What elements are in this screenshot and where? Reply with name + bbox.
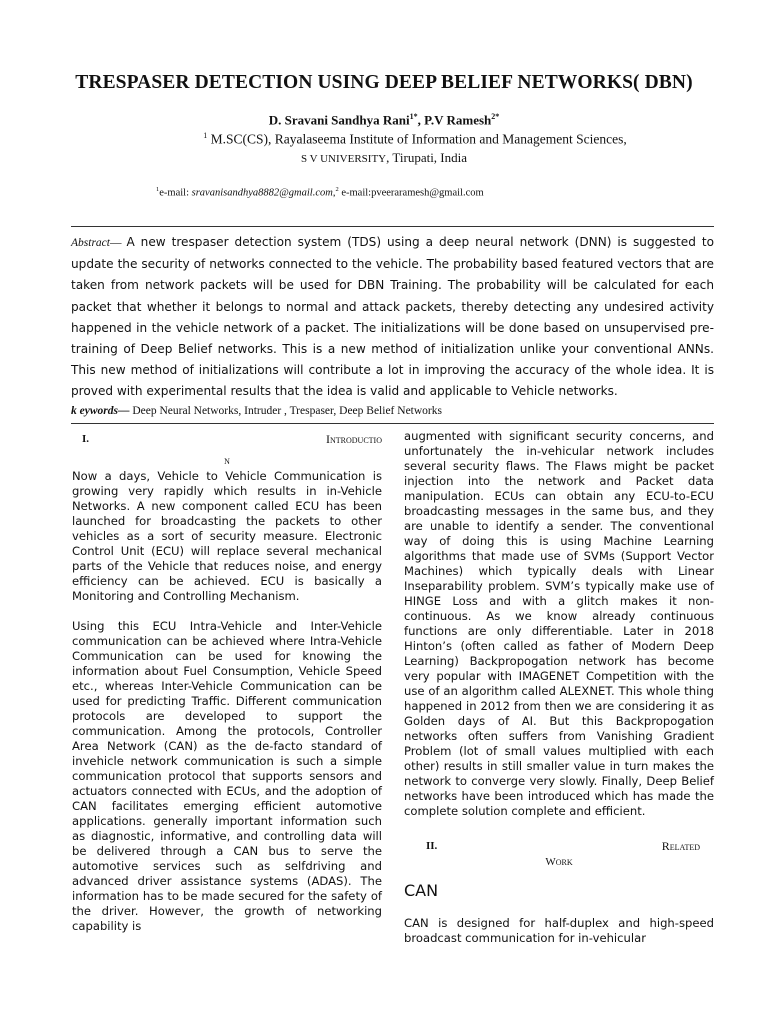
author-2-marker: 2*	[491, 112, 500, 121]
email-1-label: e-mail:	[159, 187, 192, 199]
section-1-number: I.	[82, 433, 90, 445]
section-2-heading	[404, 839, 714, 881]
email-line	[156, 186, 484, 199]
author-line	[0, 112, 768, 128]
section-2-title-wrap: Work	[545, 856, 573, 868]
email-2-marker: 2	[335, 186, 339, 193]
left-column	[72, 429, 382, 934]
section-2-number: II.	[426, 840, 438, 852]
affiliation-line-2	[0, 150, 768, 166]
email-separator: ,	[332, 187, 336, 199]
section-2-paragraph-1: CAN is designed for half-duplex and high-speed broadcast communication for in-vehicular	[404, 916, 714, 945]
section-1-heading	[72, 429, 382, 469]
author-1: D. Sravani Sandhya Rani	[268, 112, 410, 128]
author-2: P.V Ramesh	[424, 112, 492, 128]
abstract-dash: —	[109, 237, 127, 249]
abstract-label: Abstract	[71, 237, 110, 249]
abstract-top-rule	[71, 226, 714, 227]
affiliation-marker: 1	[203, 131, 208, 140]
paper-title: TRESPASER DETECTION USING DEEP BELIEF NETWORKS( DBN)	[75, 72, 693, 93]
right-column	[404, 429, 714, 961]
author-separator: ,	[417, 112, 425, 128]
keywords	[71, 405, 714, 417]
section-1-title: Introductio	[326, 432, 382, 446]
section-1-paragraph-1: Now a days, Vehicle to Vehicle Communication is growing very rapidly which results in in-Vehicle Networks. A new component called ECU has been launched for broadcasting the packets to other vehicles as a sort of security measure. Electronic Control Unit (ECU) will replace several mechanical parts of the Vehicle that reduces noise, and energy efficiency can be achieved. ECU is basically a Monitoring and Controlling Mechanism.	[72, 469, 382, 603]
keywords-bottom-rule	[71, 423, 714, 424]
affiliation-location: , Tirupati, India	[386, 150, 468, 165]
abstract	[71, 232, 714, 403]
section-1-paragraph-2: Using this ECU Intra-Vehicle and Inter-Vehicle communication can be achieved where Intra-Vehicle Communication can be used for knowing the information about Fuel Consumption, Vehicle Speed etc., whereas Inter-Vehicle Communication can be used for predicting Traffic. Different communication protocols are developed to support the communication. Among the protocols, Controller Area Network (CAN) as the de-facto standard of invehicle network communication is such a simple communication protocol that supports sensors and actuators connected with ECUs, and the adoption of CAN facilitates emerging efficient automotive applications. generally important information such as diagnostic, informative, and controlling data will be delivered through a CAN bus to serve the automotive services such as selfdriving and advanced driver assistance systems (ADAS). The information has to be made secured for the safety of the driver. However, the growth of networking capability is	[72, 619, 382, 933]
affiliation-line-1	[0, 131, 768, 148]
affiliation-text: M.SC(CS), Rayalaseema Institute of Information and Management Sciences,	[207, 131, 627, 147]
section-1-paragraph-3: augmented with significant security concerns, and unfortunately the in-vehicular network includes several security flaws. The Flaws might be packet injection into the network and Packet data manipulation. ECUs can obtain any ECU-to-ECU broadcasting messages in the same bus, and they are unable to identify a sender. The conventional way of doing this is using Machine Learning algorithms that made use of SVMs (Support Vector Machines) which typically deals with Linear Inseparability problem. SVM’s typically make use of HINGE Loss and with a glitch makes it non-continuous. As we know already continuous functions are only differentiable. Later in 2018 Hinton’s (often called as father of Modern Deep Learning) Backpropogation network has become very popular with IMAGENET Competition with the use of an algorithm called ALEXNET. This whole thing happened in 2012 from then we are considering it as Golden days of AI. But this Backpropogation networks often suffers from Vanishing Gradient Problem (lot of small values multiplied with each other) results in still smaller value in turn makes the network to converge very slowly. Finally, Deep Belief networks have been introduced which has made the complete solution complete and efficient.	[404, 429, 714, 818]
section-2-title: Related	[661, 839, 700, 853]
keywords-text: Deep Neural Networks, Intruder , Trespaser, Deep Belief Networks	[132, 405, 442, 417]
subsection-can-heading: CAN	[404, 881, 439, 900]
email-1-address: sravanisandhya8882@gmail.com	[191, 187, 333, 199]
section-1-title-wrap: n	[224, 455, 230, 467]
keywords-dash: —	[117, 405, 133, 417]
email-1-marker: 1	[156, 186, 160, 193]
author-1-marker: 1*	[409, 112, 418, 121]
email-2-text: e-mail:pveeraramesh@gmail.com	[338, 187, 484, 199]
abstract-text: A new trespaser detection system (TDS) using a deep neural network (DNN) is suggested to update the security of networks connected to the vehicle. The probability based featured vectors that are taken from network packets will be used for DBN Training. The probability will be calculated for each packet that whether it belongs to normal and attack packets, thereby detecting any undesired activity happened in the vehicle network of a packet. The initializations will be done based on unsupervised pre-training of Deep Belief networks. This is a new method of initialization unlike your conventional ANNs. This new method of initializations will contribute a lot in improving the accuracy of the whole idea. It is proved with experimental results that the idea is valid and applicable to Vehicle networks.	[71, 235, 714, 399]
keywords-label: k eywords	[71, 405, 118, 417]
university-name: S V UNIVERSITY	[300, 153, 387, 165]
